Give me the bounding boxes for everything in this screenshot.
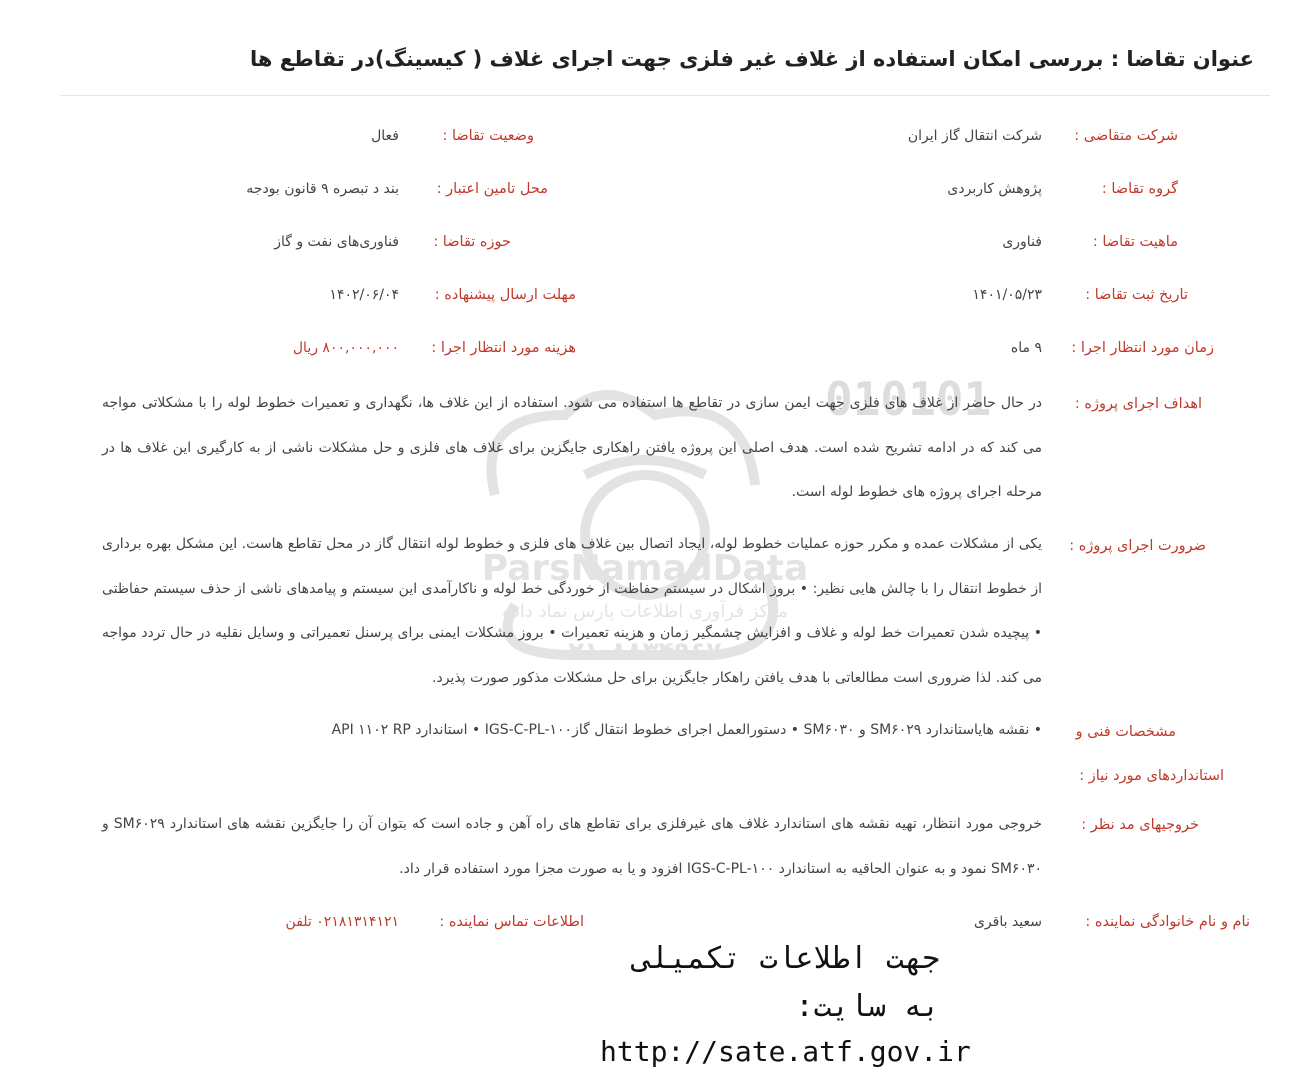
representative-name-value: سعید باقری — [973, 914, 1042, 930]
deadline-label: مهلت ارسال پیشنهاده : — [434, 287, 576, 303]
representative-contact-label: اطلاعات تماس نماینده : — [439, 914, 584, 930]
representative-contact-value: ۰۲۱۸۱۳۱۴۱۲۱ تلفن — [285, 914, 399, 930]
nature-label: ماهیت تقاضا : — [1092, 234, 1178, 250]
duration-label: زمان مورد انتظار اجرا : — [1071, 340, 1214, 356]
funding-label: محل تامین اعتبار : — [436, 181, 548, 197]
footer-site-note — [600, 935, 971, 1073]
watermark-brand: ParsNamadData — [481, 548, 809, 589]
page-title: عنوان تقاضا : بررسی امکان استفاده از غلاف غیر فلزی جهت اجرای غلاف ( کیسینگ)در تقاطع ها — [249, 47, 1254, 71]
status-label: وضعیت تقاضا : — [442, 128, 534, 144]
registration-date-label: تاریخ ثبت تقاضا : — [1085, 287, 1188, 303]
group-value: پژوهش کاربردی — [947, 181, 1042, 197]
outputs-text: خروجی مورد انتظار، تهیه نقشه های استاندارد غلاف های غیرفلزی برای تقاطع های راه آهن و جاده است که بتوان آن را جایگزین نقشه های استاندارد SM۶۰۲۹ و SM۶۰۳۰ نمود و به عنوان الحاقیه به استاندارد IGS-C-PL-۱۰۰ افزود و یا به صورت مجزا مورد استفاده قرار داد. — [102, 816, 1042, 877]
funding-value: بند د تبصره ۹ قانون بودجه — [246, 181, 399, 197]
representative-name-label: نام و نام خانوادگی نماینده : — [1085, 914, 1250, 930]
necessity-label: ضرورت اجرای پروژه : — [1069, 538, 1206, 554]
goals-label: اهداف اجرای پروژه : — [1074, 396, 1202, 412]
outputs-label: خروجیهای مد نظر : — [1081, 817, 1199, 833]
registration-date-value: ۱۴۰۱/۰۵/۲۳ — [972, 287, 1042, 303]
domain-label: حوزه تقاضا : — [433, 234, 511, 250]
footer-note-text: جهت اطلاعات تکمیلی به سایت: — [632, 941, 940, 1024]
specs-label-line2: استانداردهای مورد نیاز : — [1079, 768, 1224, 784]
footer-site-link[interactable]: http://sate.atf.gov.ir — [600, 1035, 971, 1068]
watermark-subtitle: مرکز فرآوری اطلاعات پارس نماد داده — [502, 601, 788, 622]
title-divider — [60, 95, 1270, 96]
watermark-phone: ۰۲۱-۸۸۳۴۹۶۷۰ — [552, 637, 738, 667]
watermark-digits: 010101 — [825, 372, 992, 426]
cost-label: هزینه مورد انتظار اجرا : — [431, 340, 576, 356]
deadline-value: ۱۴۰۲/۰۶/۰۴ — [329, 287, 399, 303]
specs-text: • نقشه هایاستاندارد SM۶۰۲۹ و SM۶۰۳۰ • دستورالعمل اجرای خطوط انتقال گازIGS-C-PL-۱۰۰ • استاندارد API ۱۱۰۲ RP — [331, 722, 1042, 738]
nature-value: فناوری — [1002, 234, 1042, 250]
specs-label-line1: مشخصات فنی و — [1075, 724, 1176, 740]
status-value: فعال — [371, 128, 399, 144]
goals-text: در حال حاضر از غلاف های فلزی جهت ایمن سازی در تقاطع ها استفاده می شود. استفاده از این غلاف ها، نگهداری و تعمیرات خطوط لوله را با مشکلاتی مواجه می کند که در ادامه تشریح شده است. هدف اصلی این پروژه یافتن راهکاری جایگزین برای غلاف های فلزی و حل مشکلات ناشی از به کارگیری این غلاف ها در مرحله اجرای پروژه های خطوط لوله است. — [102, 395, 1042, 500]
company-label: شرکت متقاضی : — [1074, 128, 1178, 144]
domain-value: فناوری‌های نفت و گاز — [274, 234, 399, 250]
company-value: شرکت انتقال گاز ایران — [907, 128, 1042, 144]
necessity-text: یکی از مشکلات عمده و مکرر حوزه عملیات خطوط لوله، ایجاد اتصال بین غلاف های فلزی و خطوط لوله انتقال گاز در محل تقاطع هاست. این مشکل بهره برداری از خطوط انتقال را با چالش هایی نظیر: • بروز اشکال در سیستم حفاظت از خوردگی خط لوله و ناکارآمدی این سیستم و پیامدهای ناشی از حذف سیستم حفاظتی • پیچیده شدن تعمیرات خط لوله و غلاف و افزایش چشمگیر زمان و هزینه تعمیرات • بروز مشکلات ایمنی برای پرسنل تعمیراتی و وسایل نقلیه در حال تردد مواجه می کند. لذا ضروری است مطالعاتی با هدف یافتن راهکار جایگزین برای حل مشکلات مذکور صورت پذیرد. — [102, 536, 1042, 686]
cost-value: ۸۰۰,۰۰۰,۰۰۰ ریال — [292, 340, 399, 356]
group-label: گروه تقاضا : — [1101, 181, 1178, 197]
duration-value: ۹ ماه — [1010, 340, 1042, 356]
